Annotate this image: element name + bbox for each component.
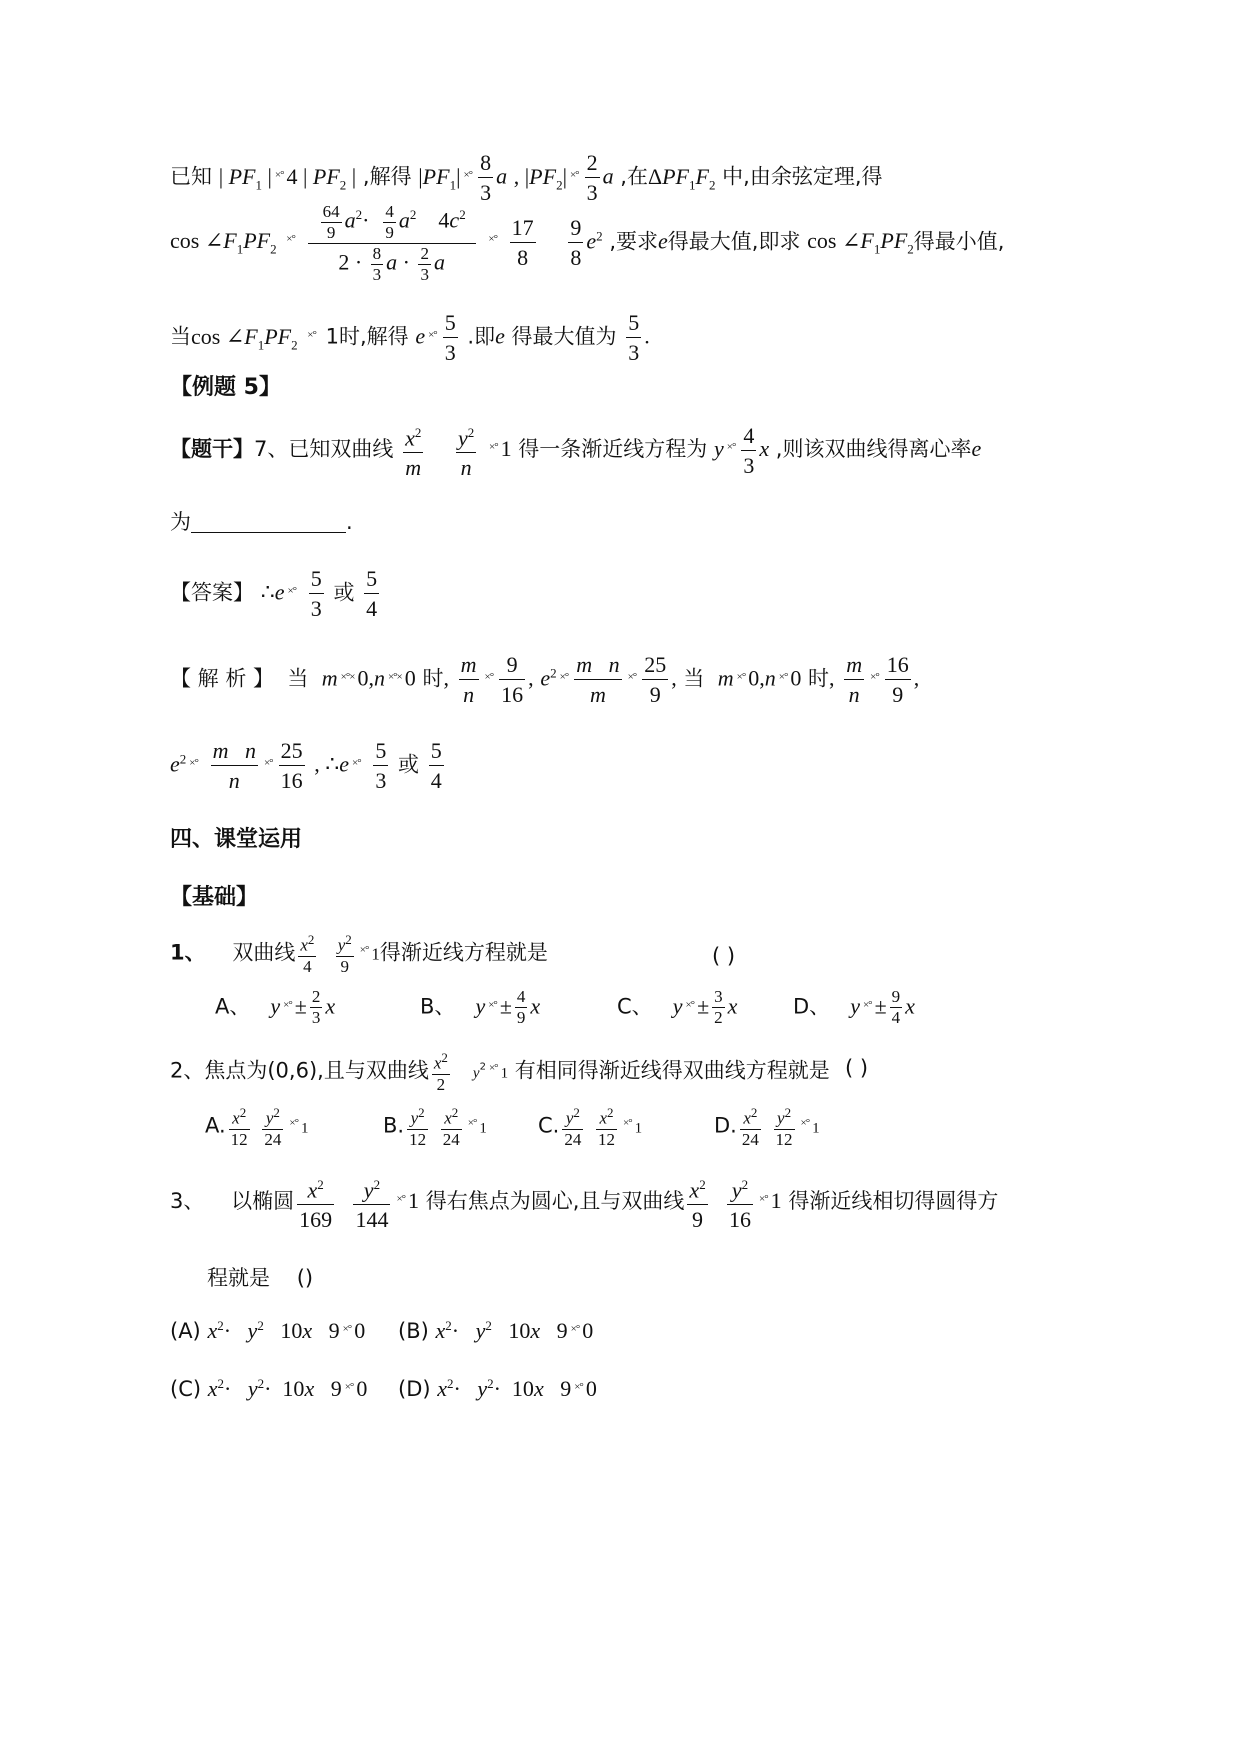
fraction: $\frac{9}{8}$ <box>570 214 582 270</box>
question-2: 2、焦点为(0,6),且与双曲线 $\frac{x^2}{2}$ $y^2$ ×° 1 有相同得渐近线得双曲线方程就是 <box>170 1050 830 1094</box>
fraction: $\frac{16}{9}$ <box>886 652 909 707</box>
fraction: $\frac{25}{9}$ <box>644 652 667 707</box>
fraction: $\frac{5}{4}$ <box>430 738 442 793</box>
q3-option-c[interactable]: (C) $x^2\cdot y^2\cdot 10x$ 9 ×° 0 <box>170 1376 368 1401</box>
answer-blank <box>191 512 346 533</box>
text: ,在 <box>620 164 648 189</box>
q2-option-b[interactable]: B. $\frac{y^2}{12}$ $\frac{x^2}{24}$ ×° 1 <box>383 1105 487 1149</box>
text: 或 <box>333 580 355 605</box>
section-heading: 四、课堂运用 <box>170 827 303 852</box>
text: ,解得 <box>362 164 412 189</box>
fraction: $\frac{\text{m n}}{m}$ <box>576 652 620 707</box>
text: 得最小值, <box>913 229 1005 254</box>
q3-option-b[interactable]: (B) $x^2\cdot y^2$ 10x 9 ×° 0 <box>398 1318 594 1343</box>
solution-line-1: 已知 | $PF_1$ | ×° 4 | $PF_2$ | ,解得 $|PF_1|$ ×° $\frac{8}{3}$ a , $|PF_2|$ ×° $\frac{2}{3}$ a ,在$\Delta PF_1F_2$ 中,由余弦定理,得 <box>170 150 883 205</box>
stem-label: 【题干】 <box>170 437 254 462</box>
question-1-paren: ( ) <box>712 944 736 968</box>
q1-option-c[interactable]: C、 y ×° ± $\frac{3}{2}$ x <box>617 987 738 1027</box>
question-3: 3、 以椭圆 $\frac{x^2}{169}$ $\frac{y^2}{144}$ ×° 1 得右焦点为圆心,且与双曲线 $\frac{x^2}{9}$ $\frac{y^2}{16}$ ×° 1 得渐近线相切得圆得方 <box>170 1170 998 1234</box>
fraction: $\frac{y^2}{n}$ <box>456 418 476 482</box>
text: .即 <box>467 324 496 349</box>
question-stem: 【题干】7、已知双曲线 $\frac{x^2}{m}$ $\frac{y^2}{n}$ ×° 1 得一条渐近线方程为 y ×° $\frac{4}{3}$ x ,则该双曲线得离心率e <box>170 418 981 482</box>
q2-option-d[interactable]: D. $\frac{x^2}{24}$ $\frac{y^2}{12}$ ×° 1 <box>714 1105 820 1149</box>
text: 得最大值,即求 <box>667 229 801 254</box>
fraction: $\frac{x^2}{2}$ <box>433 1050 448 1094</box>
fraction: $\frac{x^2}{9}$ <box>687 1170 707 1234</box>
fraction: $\frac{\text{m n}}{n}$ <box>212 738 256 793</box>
q2-option-a[interactable]: A. $\frac{x^2}{12}$ $\frac{y^2}{24}$ ×° 1 <box>205 1105 309 1149</box>
text: 已知 <box>170 164 212 189</box>
text: 1时,解得 <box>325 324 409 349</box>
solution-line-2: $\cos \angle F_1PF_2$ ×° $\frac{64}{9}$ $a^2\cdot$ $\frac{4}{9}$ $a^2$ $4c^2$ 2 · $\frac{8}{3}$ a · $\frac{2}{3}$ a ×° $\frac{17}{8}$ $\frac{9}{8}$ $e^2$ ,要求e得最大值,即求 $\cos \angle F_1PF_2$得最小值, <box>170 201 1005 284</box>
fraction: $\frac{4}{3}$ <box>743 422 755 478</box>
basics-heading: 【基础】 <box>170 885 259 910</box>
fraction: $\frac{x^2}{169}$ <box>297 1170 334 1234</box>
analysis-line-1: 【 解 析 】 当 m ×°× 0,n ×°× 0 时, $\frac{m}{n}$ ×° $\frac{9}{16}$ , $e^2$ ×° $\frac{\text{m n}}{m}$ ×° $\frac{25}{9}$ , 当 m ×° 0,n ×° 0 时, $\frac{m}{n}$ ×° $\frac{16}{9}$ , <box>170 652 920 707</box>
q1-option-b[interactable]: B、 y ×° ± $\frac{4}{9}$ x <box>420 987 541 1027</box>
question-3-cont: 程就是 () <box>207 1266 314 1290</box>
fraction: $\frac{m}{n}$ <box>460 652 477 707</box>
q3-option-a[interactable]: (A) $x^2\cdot y^2$ 10x 9 ×° 0 <box>170 1318 366 1343</box>
fraction: $\frac{x^2}{m}$ <box>403 418 423 482</box>
text: 得一条渐近线方程为 <box>518 437 708 462</box>
fraction: $\frac{8}{3}$ <box>480 150 492 205</box>
text: 当 <box>170 324 191 349</box>
text: 为 <box>170 510 191 534</box>
fraction: $\frac{5}{3}$ <box>310 566 322 621</box>
fraction: $\frac{2}{3}$ <box>586 150 598 205</box>
fraction: $\frac{m}{n}$ <box>846 652 863 707</box>
analysis-line-2: $e^2$ ×° $\frac{\text{m n}}{n}$ ×° $\frac{25}{16}$ , ∴e ×° $\frac{5}{3}$ 或 $\frac{5}{4}$ <box>170 738 442 793</box>
fraction: $\frac{25}{16}$ <box>280 738 303 793</box>
fraction: $\frac{y^2}{144}$ <box>353 1170 390 1234</box>
math-expression: | $PF_1$ | <box>218 163 272 192</box>
text: 7、已知双曲线 <box>254 437 394 462</box>
fraction: $\frac{17}{8}$ <box>511 214 534 270</box>
fraction: $\frac{5}{3}$ <box>375 738 387 793</box>
text: 得最大值为 <box>511 324 617 349</box>
fraction: $\frac{5}{4}$ <box>366 566 378 621</box>
question-stem-cont: 为 . <box>170 510 353 534</box>
q2-option-c[interactable]: C. $\frac{y^2}{24}$ $\frac{x^2}{12}$ ×° 1 <box>538 1105 643 1149</box>
fraction: $\frac{y^2}{16}$ <box>727 1170 753 1234</box>
q1-option-d[interactable]: D、 y ×° ± $\frac{9}{4}$ x <box>793 987 915 1027</box>
analysis-label: 【 解 析 】 <box>170 666 275 691</box>
fraction: $\frac{x^2}{4}$ <box>300 932 315 976</box>
text: ,要求 <box>609 229 659 254</box>
question-2-paren: ( ) <box>845 1056 869 1080</box>
text: ,则该双曲线得离心率 <box>775 437 972 462</box>
answer-label: 【答案】 <box>170 580 254 605</box>
fraction: $\frac{y^2}{9}$ <box>337 932 352 976</box>
text: 中,由余弦定理,得 <box>722 164 883 189</box>
fraction: $\frac{64}{9}$ $a^2\cdot$ $\frac{4}{9}$ $a^2$ $4c^2$ 2 · $\frac{8}{3}$ a · $\frac{2}{3}$ a <box>308 200 476 285</box>
q3-option-d[interactable]: (D) $x^2\cdot y^2\cdot 10x$ 9 ×° 0 <box>398 1376 597 1401</box>
solution-line-3: 当$\cos \angle F_1PF_2$ ×° 1时,解得 e ×° $\frac{5}{3}$ .即e 得最大值为 $\frac{5}{3}$ . <box>170 310 650 365</box>
fraction: $\frac{5}{3}$ <box>444 310 456 365</box>
fraction: $\frac{5}{3}$ <box>628 310 640 365</box>
question-1: 1、 双曲线 $\frac{x^2}{4}$ $\frac{y^2}{9}$ ×° 1得渐近线方程就是 <box>170 932 548 976</box>
q1-option-a[interactable]: A、 y ×° ± $\frac{2}{3}$ x <box>215 987 336 1027</box>
answer-line: 【答案】 ∴e ×° $\frac{5}{3}$ 或 $\frac{5}{4}$ <box>170 566 378 621</box>
fraction: $\frac{9}{16}$ <box>501 652 524 707</box>
example-heading: 【例题 5】 <box>170 375 281 400</box>
